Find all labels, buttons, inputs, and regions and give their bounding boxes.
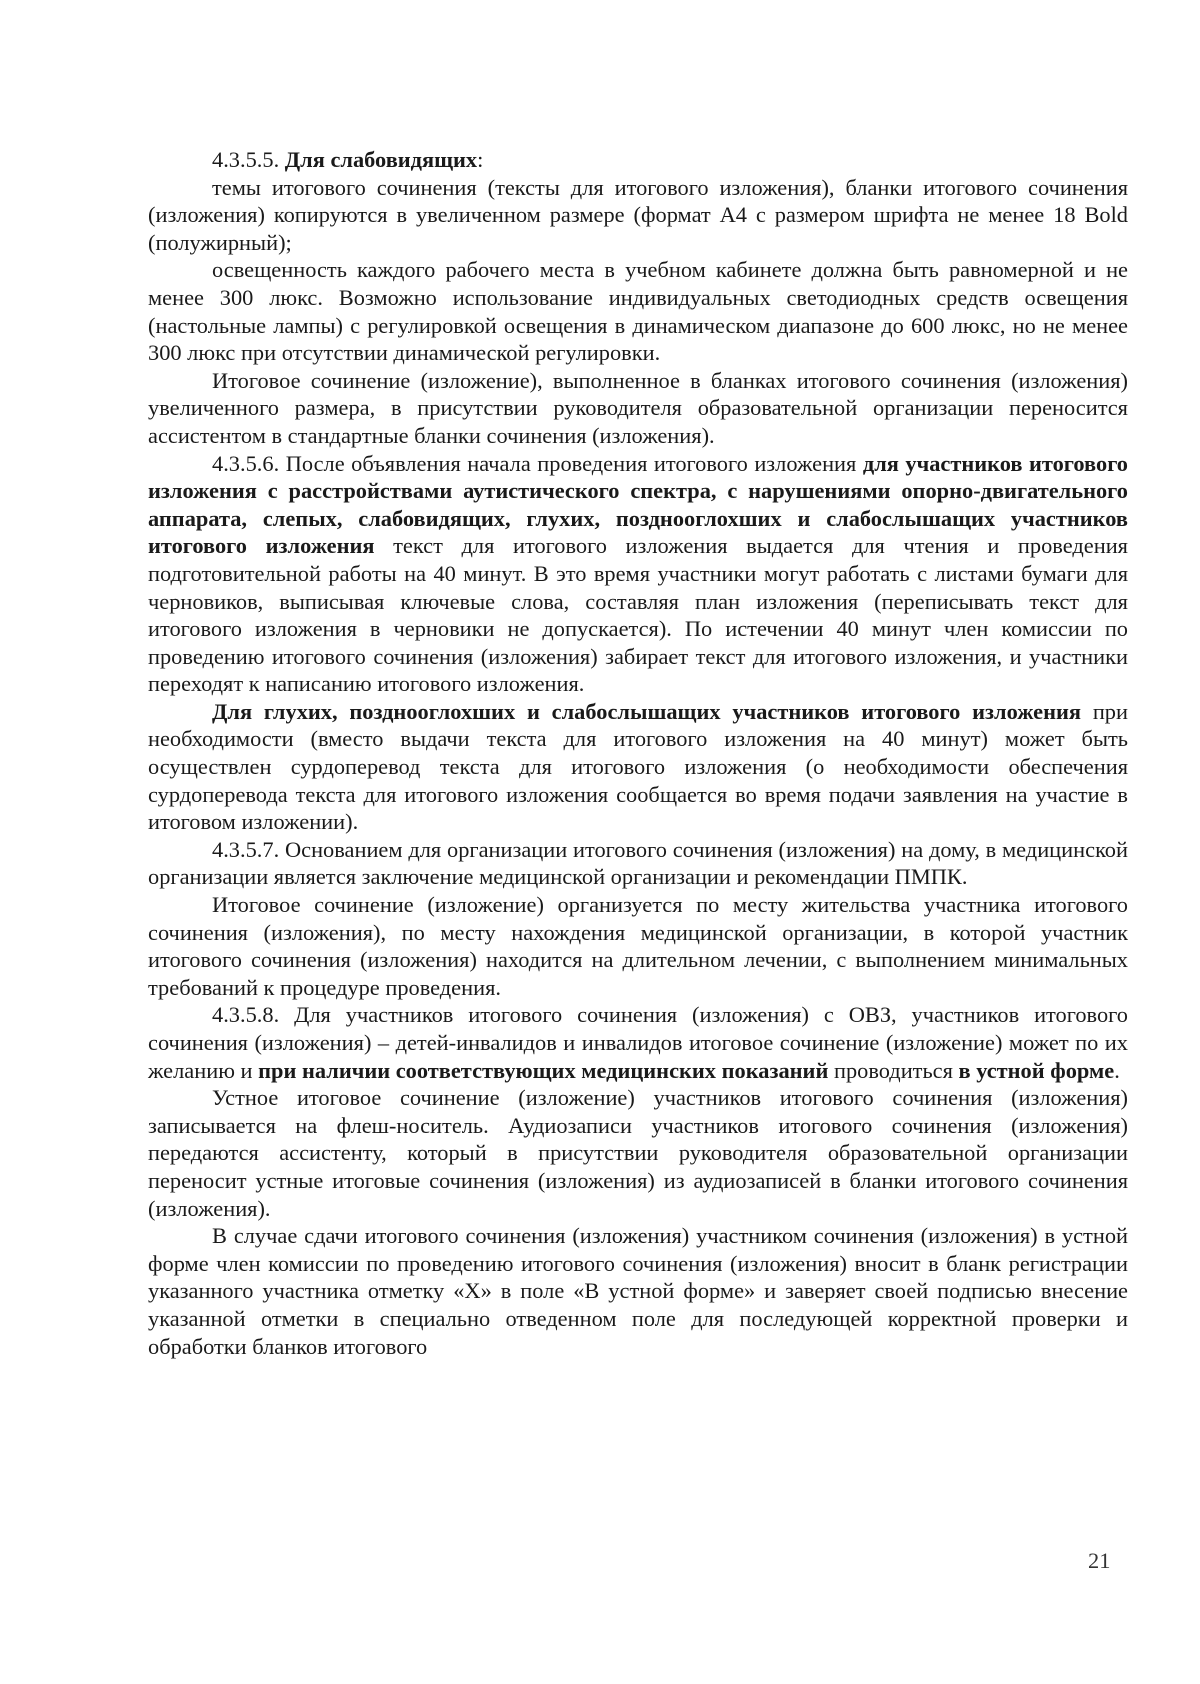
bold-text-run: для участников итогового изложения с расстройствами аутистического спектра, с нарушениями опорно-двигательного аппарата, слепых, слабовидящих, глухих, позднооглохших и слабослышащих участников итогового изложения: [148, 450, 1128, 559]
paragraph: [148, 891, 1128, 1001]
paragraph: [148, 698, 1128, 836]
text-run: 4.3.5.6. После объявления начала проведения итогового изложения: [212, 450, 863, 476]
text-run: 4.3.5.5.: [212, 147, 285, 172]
text-run: .: [1114, 1057, 1120, 1083]
text-run: при необходимости (вместо выдачи текста для итогового изложения на 40 минут) может быть осуществлен сурдоперевод текста для итогового изложения (о необходимости обеспечения сурдоперевода текста для итогового изложения сообщается во время подачи заявления на участие в итоговом изложении).: [148, 698, 1128, 835]
bold-text-run: в устной форме: [958, 1057, 1115, 1083]
paragraph: [148, 174, 1128, 257]
text-run: проводиться: [828, 1057, 959, 1083]
document-body: [148, 146, 1128, 1360]
bold-text-run: Для глухих, позднооглохших и слабослышащих участников итогового изложения: [212, 698, 1081, 724]
section-4-3-5-6: [148, 450, 1128, 836]
page-number: 21: [1088, 1548, 1111, 1573]
text-run: 4.3.5.8. Для участников итогового сочинения (изложения) с ОВЗ, участников итогового сочинения (изложения) – детей-инвалидов и инвалидов итоговое сочинение (изложение) может по их желанию и: [148, 1002, 1128, 1083]
paragraph: [148, 450, 1128, 698]
paragraph: [148, 146, 1128, 174]
text-run: освещенность каждого рабочего места в учебном кабинете должна быть равномерной и не менее 300 люкс. Возможно использование индивидуальных светодиодных средств освещения (настольные лампы) с регулировкой освещения в динамическом диапазоне до 600 люкс, но не менее 300 люкс при отсутствии динамической регулировки.: [148, 257, 1128, 366]
text-run: Итоговое сочинение (изложение), выполненное в бланках итогового сочинения (изложения) увеличенного размера, в присутствии руководителя образовательной организации переносится ассистентом в стандартные бланки сочинения (изложения).: [148, 367, 1128, 448]
paragraph: [148, 1084, 1128, 1222]
text-run: :: [477, 147, 484, 172]
section-4-3-5-5: [148, 146, 1128, 450]
section-4-3-5-7: [148, 836, 1128, 1002]
text-run: 4.3.5.7. Основанием для организации итогового сочинения (изложения) на дому, в медицинской организации является заключение медицинской организации и рекомендации ПМПК.: [148, 836, 1128, 890]
bold-text-run: Для слабовидящих: [284, 147, 478, 172]
text-run: темы итогового сочинения (тексты для итогового изложения), бланки итогового сочинения (изложения) копируются в увеличенном размере (формат А4 с размером шрифта не менее 18 Bold (полужирный);: [148, 174, 1128, 255]
paragraph: [148, 367, 1128, 450]
paragraph: [148, 836, 1128, 891]
text-run: текст для итогового изложения выдается для чтения и проведения подготовительной работы на 40 минут. В это время участники могут работать с листами бумаги для черновиков, выписывая ключевые слова, составляя план изложения (переписывать текст для итогового изложения в черновики не допускается). По истечении 40 минут член комиссии по проведению итогового сочинения (изложения) забирает текст для итогового изложения, и участники переходят к написанию итогового изложения.: [148, 533, 1128, 697]
paragraph: [148, 256, 1128, 366]
bold-text-run: при наличии соответствующих медицинских показаний: [258, 1057, 829, 1083]
section-4-3-5-8: [148, 1001, 1128, 1360]
text-run: Итоговое сочинение (изложение) организуется по месту жительства участника итогового сочинения (изложения), по месту нахождения медицинской организации, в которой участник итогового сочинения (изложения) находится на длительном лечении, с выполнением минимальных требований к процедуре проведения.: [148, 892, 1128, 1000]
text-run: Устное итоговое сочинение (изложение) участников итогового сочинения (изложения) записывается на флеш-носитель. Аудиозаписи участников итогового сочинения (изложения) передаются ассистенту, который в присутствии руководителя образовательной организации переносит устные итоговые сочинения (изложения) из аудиозаписей в бланки итогового сочинения (изложения).: [148, 1085, 1128, 1221]
paragraph: [148, 1222, 1128, 1360]
paragraph: [148, 1001, 1128, 1084]
text-run: В случае сдачи итогового сочинения (изложения) участником сочинения (изложения) в устной форме член комиссии по проведению итогового сочинения (изложения) вносит в бланк регистрации указанного участника отметку «Х» в поле «В устной форме» и заверяет своей подписью внесение указанной отметки в специально отведенном поле для последующей корректной проверки и обработки бланков итогового: [148, 1223, 1128, 1359]
